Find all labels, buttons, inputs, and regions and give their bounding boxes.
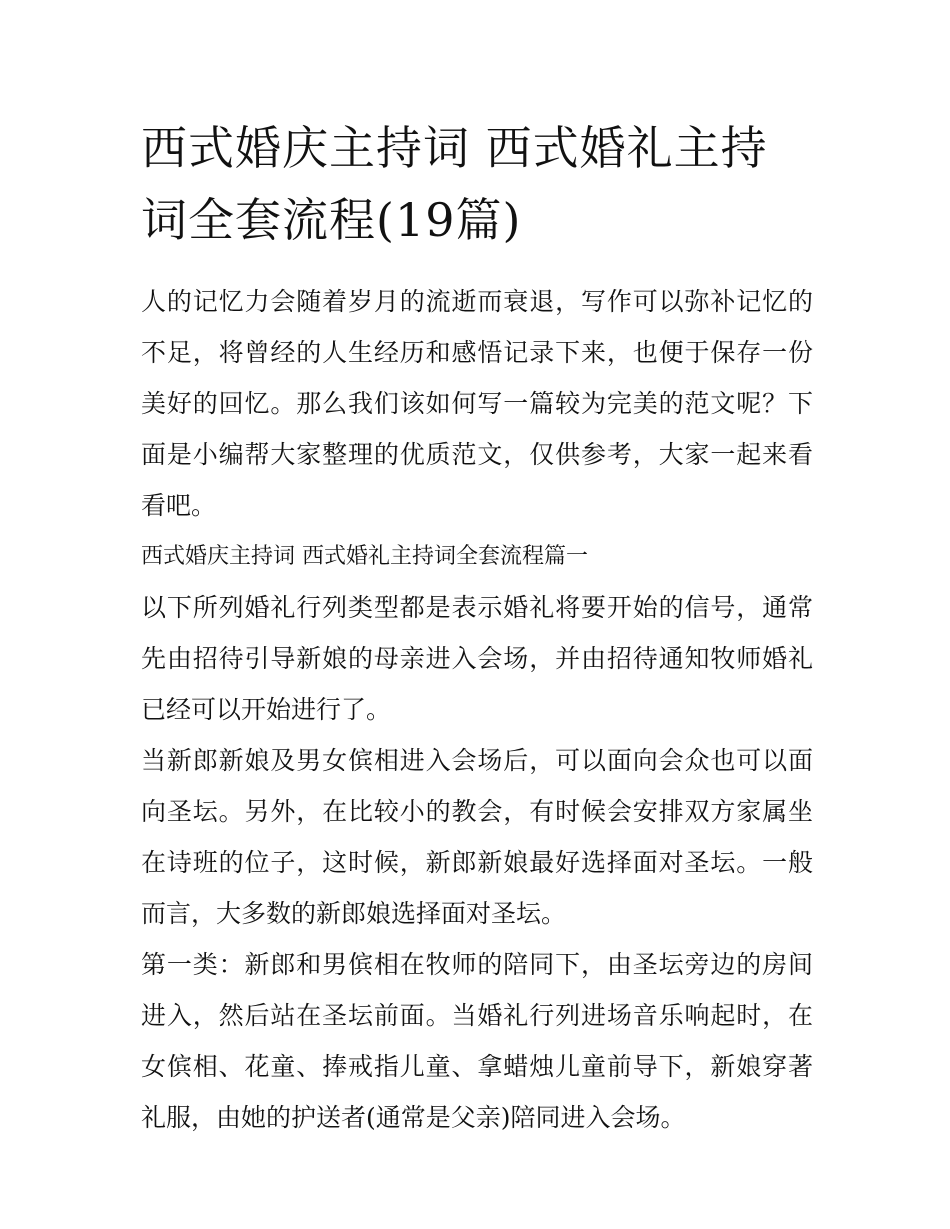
intro-paragraph: 人的记忆力会随着岁月的流逝而衰退，写作可以弥补记忆的不足，将曾经的人生经历和感悟记录下来，也便于保存一份美好的回忆。那么我们该如何写一篇较为完美的范文呢？下面是小编帮大家整理的优质范文，仅供参考，大家一起来看看吧。: [141, 287, 813, 520]
document-page: [141, 112, 813, 1143]
body-paragraph-2: 当新郎新娘及男女傧相进入会场后，可以面向会众也可以面向圣坛。另外，在比较小的教会，有时候会安排双方家属坐在诗班的位子，这时候，新郎新娘最好选择面对圣坛。一般而言，大多数的新郎娘选择面对圣坛。: [141, 746, 813, 928]
section-heading: 西式婚庆主持词 西式婚礼主持词全套流程篇一: [141, 544, 588, 569]
body-paragraph-3: 第一类：新郎和男傧相在牧师的陪同下，由圣坛旁边的房间进入，然后站在圣坛前面。当婚礼行列进场音乐响起时，在女傧相、花童、捧戒指儿童、拿蜡烛儿童前导下，新娘穿著礼服，由她的护送者(通常是父亲)陪同进入会场。: [141, 950, 813, 1132]
document-title: 西式婚庆主持词 西式婚礼主持词全套流程(19篇): [141, 121, 768, 247]
body-paragraph-1: 以下所列婚礼行列类型都是表示婚礼将要开始的信号，通常先由招待引导新娘的母亲进入会场，并由招待通知牧师婚礼已经可以开始进行了。: [141, 593, 813, 724]
